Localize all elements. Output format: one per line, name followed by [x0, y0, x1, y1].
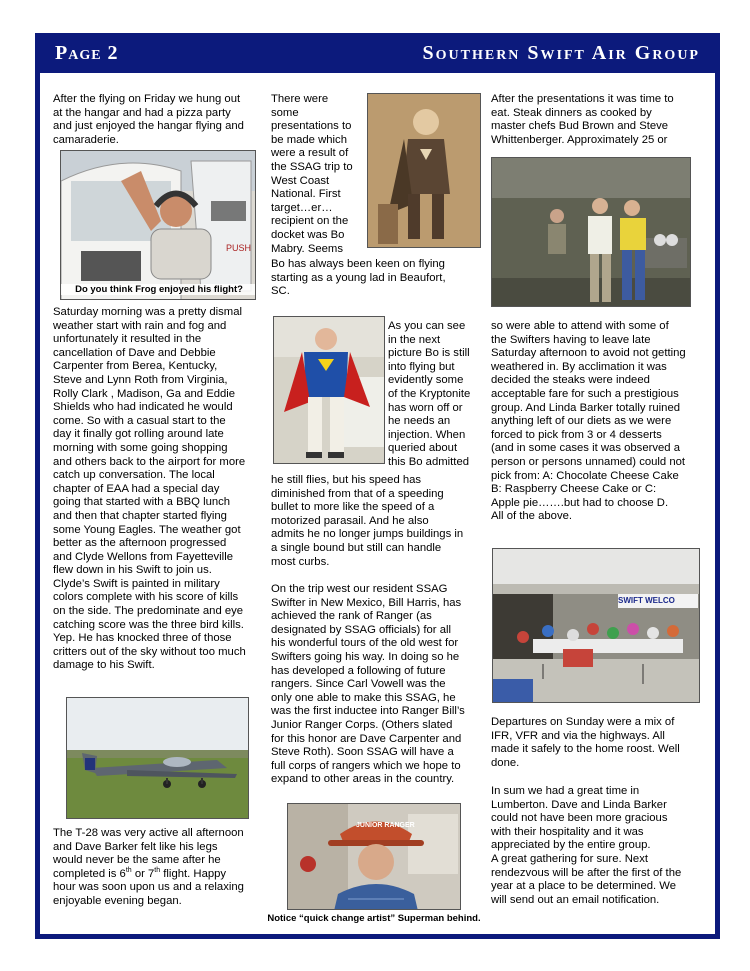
photo-junior-ranger-caption: Notice “quick change artist” Superman behind.	[267, 913, 481, 924]
paragraph-saturday: Saturday morning was a pretty dismal weather start with rain and fog and unfortunately it resulted in the cancellation of Dave and Debbie Carpenter from Berea, Kentucky, Steve and Lynn Roth from Virginia, Rolly Clark , Madison, Ga and Eddie Shields who had indicated he would come. So with a casual start to the day it finally got rolling around late morning with some going shopping and others back to the airport for more catch up conversation. The local chapter of EAA had a special day going that started with a BBQ lunch and then that chapter started flying some Young Eagles. The weather got better as the afternoon progressed and Clyde Wellons from Fayetteville flew down in his Swift to join us. Clyde’s Swift is painted in military colors complete with his score of kills on the side. The predominate and eye catching score was the three bird kills. Yep. He has knocked three of those critters out of the sky without too much damage to his Swift.	[53, 306, 246, 672]
paragraph-presentations: There were some presentations to be made which were a result of the SSAG trip to West Coast National. First target…er… recipient on the docket was Bo Mabry. Seems	[271, 93, 353, 255]
newsletter-title: Southern Swift Air Group	[422, 42, 700, 64]
hat-lettering: JUNIOR RANGER	[356, 822, 415, 829]
paragraph-t28-part3: hour was soon upon us and a relaxing enjoyable evening began.	[53, 881, 244, 907]
photo-chefs	[491, 157, 691, 307]
superscript-th-1: th	[125, 867, 132, 875]
superscript-th-2: th	[154, 867, 161, 875]
photo-bo-superman	[273, 316, 385, 464]
paragraph-departures: Departures on Sunday were a mix of IFR, VFR and via the highways. All made it safely to the home roost. Well done.	[491, 716, 680, 769]
swift-welcome-banner: SWIFT WELCO	[618, 596, 675, 605]
photo-cockpit	[60, 150, 256, 300]
paragraph-t28-part2: flight. Happy	[160, 867, 227, 880]
paragraph-t28-part1: The T-28 was very active all afternoon and Dave Barker felt like his legs would never be the same after he completed is 6	[53, 827, 244, 880]
young-superman-illustration	[368, 94, 481, 248]
paragraph-t28-or: or 7	[131, 867, 155, 880]
paragraph-speed: he still flies, but his speed has diminished from that of a speeding bullet to more like the speed of a motorized parasail. And he also admits he no longer jumps buildings in a single bound but still can handle most curbs.	[271, 474, 464, 568]
paragraph-friday: After the flying on Friday we hung out at the hangar and had a pizza party and just enjoyed the hangar flying and camaraderie.	[53, 93, 244, 146]
paragraph-t28	[53, 827, 273, 909]
paragraph-dinner: so were able to attend with some of the Swifters having to leave late Saturday afternoon to avoid not getting weathered in. By acclimation it was decided the steaks were indeed acceptable fare for such a prestigious group. And Linda Barker totally ruined anything left of our diets as we were forced to pick from 3 or 4 desserts (and in some cases it was observed a person or persons unnamed) could not pick from: A: Chocolate Cheese Cake B: Raspberry Cheese Cake or C: Apple pie…….but had to choose D. All of the above.	[491, 320, 686, 523]
photo-junior-ranger	[287, 803, 461, 910]
swift-airplane-illustration	[67, 698, 249, 819]
photo-young-superman	[367, 93, 481, 248]
paragraph-ranger: On the trip west our resident SSAG Swifter in New Mexico, Bill Harris, has achieved the rank of Ranger (as designated by SSAG officials) for all his wonderful tours of the old west for Swifters going his way. In doing so he has developed a following of future rangers. Since Carl Vowell was the only one able to make this SSAG, he was the first inductee into Ranger Bill’s Junior Ranger Corps. (Others slated for this honor are Dave Carpenter and Steve Roth). Soon SSAG will have a full corps of rangers which we hope to expand to other areas in the country.	[271, 583, 465, 786]
page-header	[35, 33, 720, 73]
paragraph-bo-keen: Bo has always been keen on flying starting as a young lad in Beaufort, SC.	[271, 258, 446, 298]
cockpit-illustration	[61, 151, 256, 300]
photo-swift-airplane	[66, 697, 249, 819]
paragraph-summary: In sum we had a great time in Lumberton. Dave and Linda Barker could not have been more gracious with their hospitality and it was appreciated by the entire group. A great gathering for sure. Next rendezvous will be after the first of the year at a place to be determined. We will send out an email notification.	[491, 785, 682, 906]
svg-text:PUSH: PUSH	[226, 243, 252, 253]
paragraph-kryptonite: As you can see in the next picture Bo is still into flying but evidently some of the Kryptonite has worn off or he needs an injection. When queried about this Bo admitted	[388, 320, 471, 468]
paragraph-steak: After the presentations it was time to eat. Steak dinners as cooked by master chefs Bud Brown and Steve Whittenberger. Approximately 25 or	[491, 93, 674, 146]
photo-cockpit-caption: Do you think Frog enjoyed his flight?	[61, 284, 256, 295]
bo-superman-illustration	[274, 317, 385, 464]
chefs-illustration	[492, 158, 691, 307]
page-number: Page 2	[55, 42, 119, 64]
junior-ranger-illustration	[288, 804, 461, 910]
photo-hangar-crowd	[492, 548, 700, 703]
hangar-crowd-illustration	[493, 549, 700, 703]
